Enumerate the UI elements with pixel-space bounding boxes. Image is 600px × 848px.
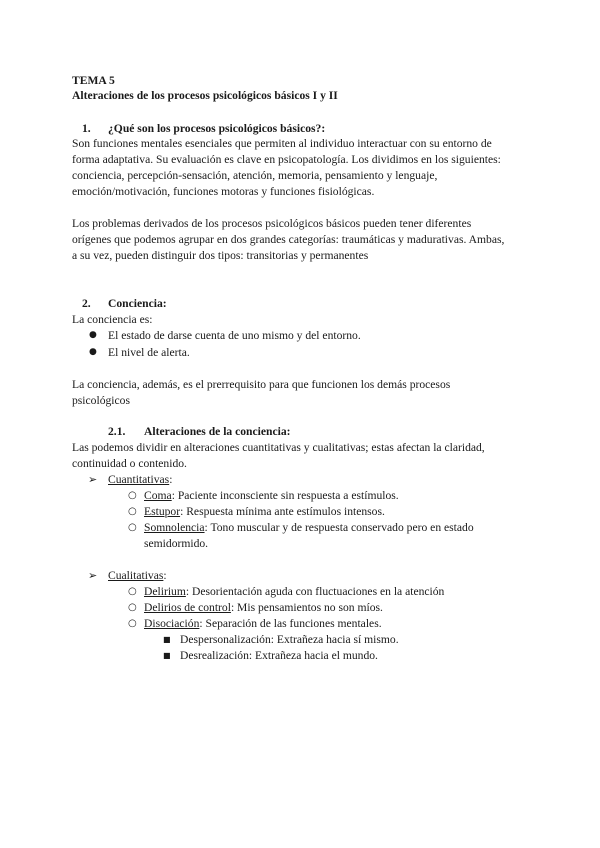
section-2-heading: Conciencia: [108,297,167,310]
list-item: Estupor: Respuesta mínima ante estímulos intensos. [144,505,385,518]
qual-label: Cualitativas: [108,569,167,582]
section-2-number: 2. [82,297,91,310]
doc-title: TEMA 5 [72,74,115,87]
list-item: Somnolencia: Tono muscular y de respuesta conservado pero en estado [144,521,474,534]
section-1-number: 1. [82,122,91,135]
list-item: Coma: Paciente inconsciente sin respuesta a estímulos. [144,489,399,502]
paragraph-line: Las podemos dividir en alteraciones cuantitativas y cualitativas; estas afectan la claridad, [72,441,485,454]
list-item: El estado de darse cuenta de uno mismo y del entorno. [108,329,361,342]
section-2-1-number: 2.1. [108,425,126,438]
doc-subtitle: Alteraciones de los procesos psicológicos básicos I y II [72,89,338,102]
paragraph-line: La conciencia, además, es el prerrequisito para que funcionen los demás procesos [72,378,451,391]
bullet-icon: ● [89,347,97,357]
quant-label: Cuantitativas: [108,473,173,486]
hollow-circle-icon: ○ [128,506,137,517]
arrowhead-icon: ➢ [88,569,98,582]
section-2-1-heading: Alteraciones de la conciencia: [144,425,291,438]
hollow-circle-icon: ○ [128,602,137,613]
section-1-heading: ¿Qué son los procesos psicológicos básicos?: [108,122,326,135]
section-2-intro: La conciencia es: [72,313,153,326]
hollow-circle-icon: ○ [128,522,137,533]
list-item: Delirium: Desorientación aguda con fluctuaciones en la atención [144,585,445,598]
sub-list-item: Despersonalización: Extrañeza hacia sí mismo. [180,633,399,646]
paragraph-line: psicológicos [72,394,130,407]
paragraph-line: Los problemas derivados de los procesos psicológicos básicos pueden tener diferentes [72,217,472,230]
paragraph-line: a su vez, pueden distinguir dos tipos: transitorias y permanentes [72,249,369,262]
paragraph-line: forma adaptativa. Su evaluación es clave en psicopatología. Los dividimos en los siguientes: [72,153,501,166]
filled-square-icon: ■ [163,635,171,644]
paragraph-line: Son funciones mentales esenciales que permiten al individuo interactuar con su entorno de [72,137,492,150]
paragraph-line: continuidad o contenido. [72,457,187,470]
list-item: El nivel de alerta. [108,346,190,359]
filled-square-icon: ■ [163,651,171,660]
arrowhead-icon: ➢ [88,473,98,486]
paragraph-line: emoción/motivación, funciones motoras y funciones fisiológicas. [72,185,375,198]
list-item: Disociación: Separación de las funciones mentales. [144,617,382,630]
sub-list-item: Desrealización: Extrañeza hacia el mundo. [180,649,378,662]
hollow-circle-icon: ○ [128,618,137,629]
paragraph-line: conciencia, percepción-sensación, atención, memoria, pensamiento y lenguaje, [72,169,438,182]
bullet-icon: ● [89,330,97,340]
hollow-circle-icon: ○ [128,490,137,501]
list-item: Delirios de control: Mis pensamientos no son míos. [144,601,383,614]
paragraph-line: orígenes que podemos agrupar en dos grandes categorías: traumáticas y madurativas. Ambas, [72,233,505,246]
list-item-continuation: semidormido. [144,537,209,550]
hollow-circle-icon: ○ [128,586,137,597]
